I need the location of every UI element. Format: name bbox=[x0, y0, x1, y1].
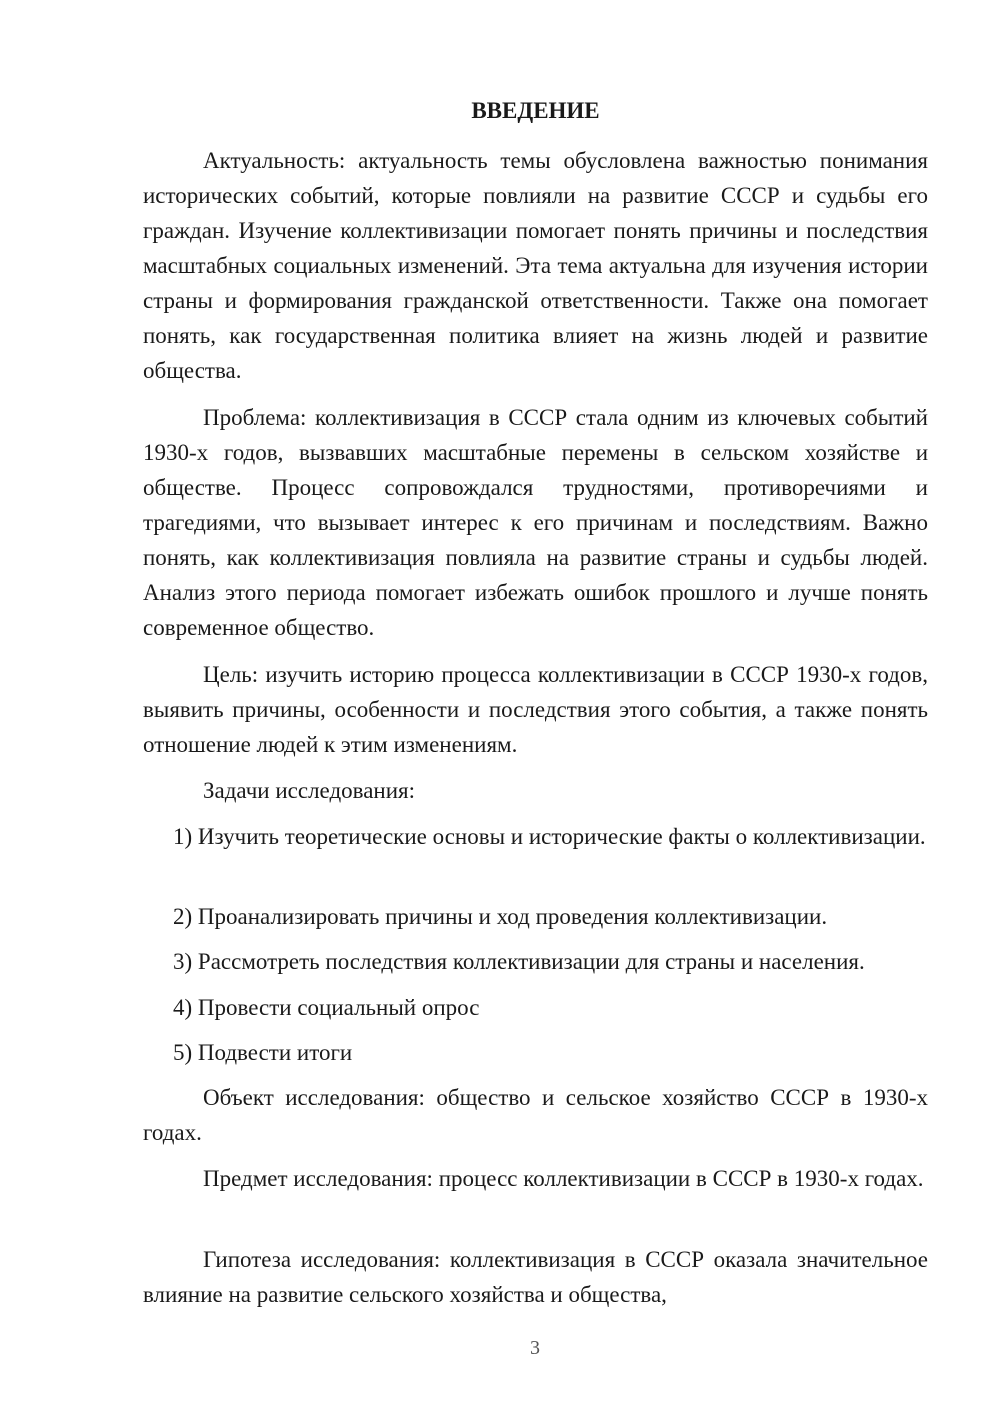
task-item-1: 1) Изучить теоретические основы и исторические факты о коллективизации. bbox=[173, 824, 926, 849]
page-number: 3 bbox=[530, 1337, 540, 1359]
task-item-3: 3) Рассмотреть последствия коллективизации для страны и населения. bbox=[173, 949, 865, 974]
paragraph-hypothesis: Гипотеза исследования: коллективизация в СССР оказала значительное влияние на развитие сельского хозяйства и общества, bbox=[143, 1247, 928, 1307]
section-heading: ВВЕДЕНИЕ bbox=[471, 98, 600, 123]
task-item-2: 2) Проанализировать причины и ход проведения коллективизации. bbox=[173, 904, 828, 929]
task-item-4: 4) Провести социальный опрос bbox=[173, 995, 480, 1020]
paragraph-goal: Цель: изучить историю процесса коллективизации в СССР 1930-х годов, выявить причины, особенности и последствия этого события, а также понять отношение людей к этим изменениям. bbox=[143, 662, 928, 757]
paragraph-subject: Предмет исследования: процесс коллективизации в СССР в 1930-х годах. bbox=[203, 1166, 924, 1191]
task-item-5: 5) Подвести итоги bbox=[173, 1040, 353, 1065]
paragraph-object: Объект исследования: общество и сельское хозяйство СССР в 1930-х годах. bbox=[143, 1085, 928, 1145]
paragraph-problem: Проблема: коллективизация в СССР стала одним из ключевых событий 1930-х годов, вызвавших масштабные перемены в сельском хозяйстве и обществе. Процесс сопровождался трудностями, противоречиями и трагедиями, что вызывает интерес к его причинам и последствиям. Важно понять, как коллективизация повлияла на развитие страны и судьбы людей. Анализ этого периода помогает избежать ошибок прошлого и лучше понять современное общество. bbox=[143, 405, 928, 640]
paragraph-tasks-title: Задачи исследования: bbox=[203, 778, 416, 803]
paragraph-relevance: Актуальность: актуальность темы обусловлена важностью понимания исторических событий, которые повлияли на развитие СССР и судьбы его граждан. Изучение коллективизации помогает понять причины и последствия масштабных социальных изменений. Эта тема актуальна для изучения истории страны и формирования гражданской ответственности. Также она помогает понять, как государственная политика влияет на жизнь людей и развитие общества. bbox=[143, 148, 928, 383]
